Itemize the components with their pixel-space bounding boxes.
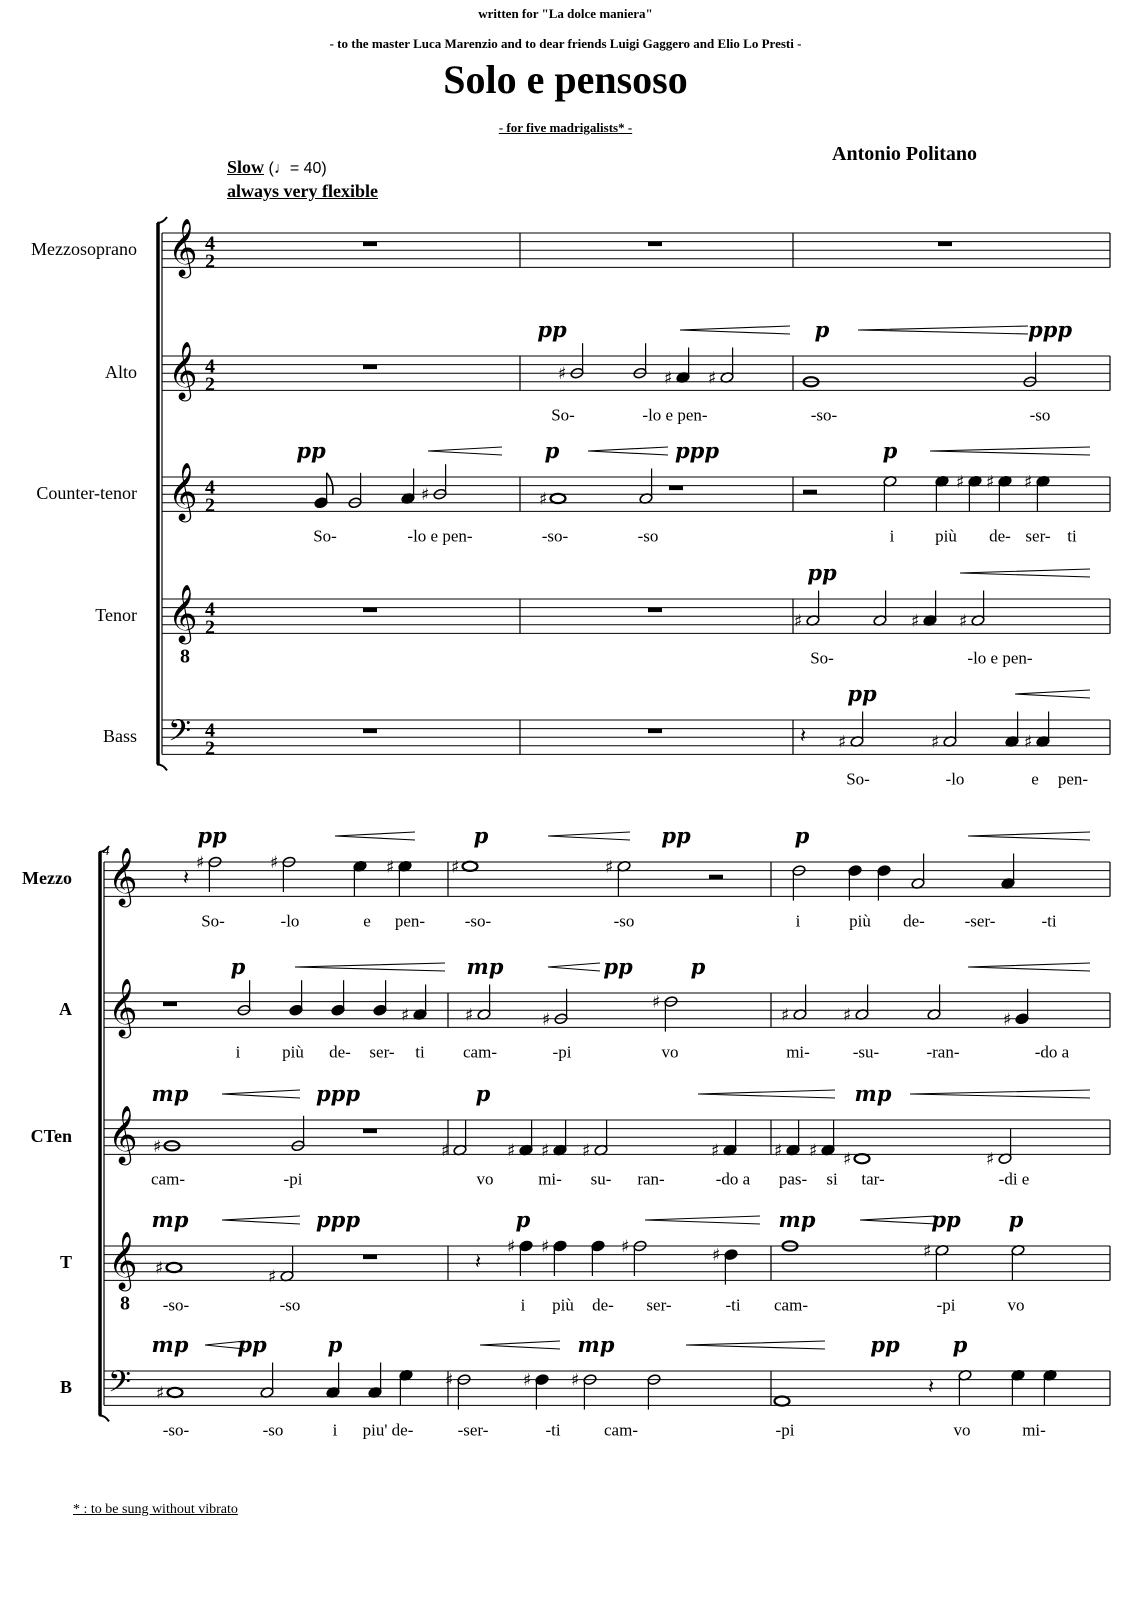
dynamic-marking: pp (870, 1332, 900, 1357)
sharp-accidental: ♯ (268, 1267, 277, 1288)
piece-title: Solo e pensoso (443, 57, 688, 102)
lyric-syllable: vo (953, 1420, 971, 1440)
sharp-accidental: ♯ (465, 1005, 474, 1026)
time-signature-top: 4 (205, 232, 215, 255)
time-signature-bottom: 2 (205, 737, 215, 760)
dynamic-marking: p (882, 438, 898, 463)
lyric-syllable: ti (415, 1042, 425, 1062)
time-signature-top: 4 (205, 719, 215, 742)
sharp-accidental: ♯ (541, 1237, 550, 1257)
whole-note (168, 1388, 183, 1397)
lyric-syllable: -lo (280, 911, 300, 931)
system-1 (31, 217, 1110, 788)
lyric-syllable: piu' de- (362, 1420, 414, 1440)
dynamic-marking: p (475, 1081, 491, 1106)
hairpin (968, 963, 1090, 971)
lyric-syllable: pen- (1057, 769, 1089, 789)
hairpin (295, 963, 445, 971)
lyric-syllable: cam- (463, 1042, 497, 1062)
part-name: Counter-tenor (36, 483, 137, 503)
dynamic-marking: mp (151, 1332, 189, 1357)
hairpin (1015, 690, 1090, 698)
octave-marker: 8 (180, 645, 190, 668)
dynamic-marking: pp (296, 438, 326, 463)
dynamic-marking: pp (603, 954, 633, 979)
whole-rest (363, 729, 377, 734)
staff-counter-tenor (36, 438, 1110, 545)
hairpin (335, 832, 415, 840)
hairpin (428, 447, 502, 455)
lyric-syllable: -do a (715, 1169, 751, 1189)
treble-clef-icon: 𝄞 (108, 1230, 138, 1289)
piece-subtitle: - for five madrigalists* - (498, 120, 633, 135)
lyric-syllable: So- (313, 526, 337, 546)
lyric-syllable: -su- (852, 1042, 880, 1062)
bass-clef-icon: 𝄢 (168, 714, 192, 756)
lyric-syllable: -ser- (457, 1420, 489, 1440)
sharp-accidental: ♯ (664, 368, 673, 389)
quarter-note (877, 865, 891, 877)
dynamic-marking: mp (854, 1081, 892, 1106)
sharp-accidental: ♯ (542, 1009, 551, 1030)
dynamic-marking: ppp (1027, 317, 1073, 342)
lyric-syllable: -pi (552, 1042, 572, 1062)
sharp-accidental: ♯ (153, 1136, 162, 1157)
sharp-accidental: ♯ (652, 992, 661, 1013)
hairpin (588, 447, 668, 455)
dynamic-marking: p (515, 1207, 531, 1232)
lyric-syllable: -pi (283, 1169, 303, 1189)
lyric-syllable: più (849, 911, 871, 931)
sharp-accidental: ♯ (1024, 472, 1033, 493)
lyric-syllable: -lo e pen- (642, 405, 708, 425)
part-name: B (59, 1377, 72, 1397)
treble-clef-icon: 𝄞 (108, 1104, 138, 1163)
dynamic-marking: mp (466, 954, 504, 979)
whole-note (551, 494, 566, 503)
whole-rest (938, 242, 952, 247)
whole-rest (363, 365, 377, 370)
footnote: * : to be sung without vibrato (73, 1502, 238, 1517)
lyric-syllable: più (552, 1295, 574, 1315)
staff-t (60, 1207, 1110, 1315)
lyric-syllable: vo (1007, 1295, 1025, 1315)
sharp-accidental: ♯ (959, 611, 968, 632)
lyric-syllable: -so (279, 1295, 301, 1315)
sharp-accidental: ♯ (931, 732, 940, 753)
bass-clef-icon: 𝄢 (108, 1365, 132, 1407)
lyric-syllable: e (363, 911, 371, 931)
dynamic-marking: pp (661, 823, 691, 848)
quarter-note (553, 1240, 567, 1252)
dynamic-marking: ppp (674, 438, 720, 463)
lyric-syllable: de- (903, 911, 925, 931)
dynamic-marking: pp (537, 317, 567, 342)
hairpin (858, 326, 1028, 334)
dynamic-marking: pp (237, 1332, 267, 1357)
lyric-syllable: pen- (394, 911, 426, 931)
dynamic-marking: ppp (315, 1081, 361, 1106)
lyric-syllable: de- (329, 1042, 351, 1062)
lyric-syllable: ser- (1025, 526, 1051, 546)
dynamic-marking: pp (931, 1207, 961, 1232)
lyric-syllable: vo (661, 1042, 679, 1062)
lyric-syllable: ser- (369, 1042, 395, 1062)
lyric-syllable: i (520, 1295, 526, 1315)
system-2 (22, 823, 1110, 1439)
lyric-syllable: i (235, 1042, 241, 1062)
staff-alto (105, 317, 1110, 424)
lyric-syllable: i (795, 911, 801, 931)
lyric-syllable: -so (1029, 405, 1051, 425)
lyric-syllable: cam- (604, 1420, 638, 1440)
whole-note (855, 1154, 870, 1163)
hairpin (645, 1216, 760, 1224)
dynamic-marking: p (230, 954, 246, 979)
quarter-note (314, 497, 328, 509)
treble-clef-icon: 𝄞 (168, 340, 198, 399)
sharp-accidental: ♯ (270, 853, 279, 873)
lyric-syllable: So- (810, 648, 834, 668)
lyric-syllable: più (282, 1042, 304, 1062)
sharp-accidental: ♯ (843, 1149, 852, 1170)
quarter-note (535, 1374, 549, 1386)
whole-rest (648, 608, 662, 613)
lyric-syllable: -so- (541, 526, 569, 546)
part-name: Alto (104, 362, 137, 382)
dynamic-marking: mp (151, 1207, 189, 1232)
lyric-syllable: -so (262, 1420, 284, 1440)
sharp-accidental: ♯ (541, 1141, 550, 1162)
staff-a (59, 954, 1110, 1061)
lyric-syllable: -lo e pen- (407, 526, 473, 546)
hairpin (548, 963, 600, 971)
sharp-accidental: ♯ (523, 1370, 532, 1391)
sharp-accidental: ♯ (986, 472, 995, 493)
lyric-syllable: pas- (778, 1169, 808, 1189)
staff-bass (103, 681, 1110, 788)
hairpin (860, 1216, 936, 1224)
sharp-accidental: ♯ (507, 1141, 516, 1162)
lyric-syllable: de- (592, 1295, 614, 1315)
octave-marker: 8 (120, 1292, 130, 1315)
hairpin (968, 832, 1090, 840)
dynamic-marking: p (814, 317, 830, 342)
quarter-rest: 𝄽 (928, 1374, 935, 1399)
dynamic-marking: p (544, 438, 560, 463)
part-name: Bass (102, 726, 137, 746)
sharp-accidental: ♯ (1024, 732, 1033, 753)
lyric-syllable: -ti (545, 1420, 561, 1440)
time-signature-top: 4 (205, 355, 215, 378)
hairpin (698, 1090, 835, 1098)
sharp-accidental: ♯ (441, 1141, 450, 1162)
lyric-syllable: si (826, 1169, 838, 1189)
sharp-accidental: ♯ (401, 1005, 410, 1026)
sharp-accidental: ♯ (156, 1383, 165, 1404)
sharp-accidental: ♯ (781, 1005, 790, 1026)
lyric-syllable: -pi (775, 1420, 795, 1440)
sharp-accidental: ♯ (386, 857, 395, 878)
dynamic-marking: mp (151, 1081, 189, 1106)
lyric-syllable: vo (476, 1169, 494, 1189)
sharp-accidental: ♯ (956, 472, 965, 493)
quarter-note (591, 1240, 605, 1252)
quarter-note (331, 1004, 345, 1016)
treble-clef-icon: 𝄞 (168, 217, 198, 276)
lyric-syllable: tar- (861, 1169, 885, 1189)
lyric-syllable: mi- (1022, 1420, 1046, 1440)
time-signature-top: 4 (205, 598, 215, 621)
part-name: Tenor (95, 605, 137, 625)
expression-marking: always very flexible (227, 181, 378, 201)
sharp-accidental: ♯ (605, 857, 614, 878)
time-signature-bottom: 2 (205, 373, 215, 396)
lyric-syllable: i (889, 526, 895, 546)
sharp-accidental: ♯ (809, 1141, 818, 1162)
lyric-syllable: ser- (646, 1295, 672, 1315)
lyric-syllable: ti (1067, 526, 1077, 546)
whole-rest (363, 608, 377, 613)
hairpin (930, 447, 1090, 455)
lyric-syllable: -so- (810, 405, 838, 425)
hairpin (960, 569, 1090, 577)
lyric-syllable: de- (989, 526, 1011, 546)
sharp-accidental: ♯ (708, 368, 717, 389)
treble-clef-icon: 𝄞 (108, 846, 138, 905)
part-name: T (59, 1252, 72, 1272)
sharp-accidental: ♯ (196, 853, 205, 873)
lyric-syllable: -ser- (964, 911, 996, 931)
sharp-accidental: ♯ (794, 611, 803, 632)
lyric-syllable: più (935, 526, 957, 546)
sharp-accidental: ♯ (1003, 1009, 1012, 1030)
hairpin (686, 1341, 825, 1349)
quarter-note (1015, 1013, 1029, 1025)
half-rest (709, 875, 723, 880)
quarter-note (373, 1004, 387, 1016)
tempo-word: Slow (227, 157, 265, 177)
sharp-accidental: ♯ (539, 489, 548, 510)
hairpin (222, 1090, 300, 1098)
lyric-syllable: -so- (162, 1295, 190, 1315)
time-signature-bottom: 2 (205, 494, 215, 517)
treble-clef-icon: 𝄞 (168, 461, 198, 520)
quarter-note (848, 865, 862, 877)
quarter-rest: 𝄽 (800, 723, 807, 748)
quarter-note (289, 1004, 303, 1016)
sharp-accidental: ♯ (558, 364, 567, 385)
sharp-accidental: ♯ (712, 1245, 721, 1266)
lyric-syllable: So- (201, 911, 225, 931)
part-name: A (59, 999, 72, 1019)
hairpin (910, 1090, 1090, 1098)
sharp-accidental: ♯ (774, 1141, 783, 1162)
hairpin (480, 1341, 560, 1349)
staff-cten (31, 1081, 1110, 1188)
staff-mezzo (22, 823, 1110, 930)
sharp-accidental: ♯ (571, 1370, 580, 1391)
dynamic-marking: mp (577, 1332, 615, 1357)
sharp-accidental: ♯ (843, 1005, 852, 1026)
lyric-syllable: -ran- (926, 1042, 960, 1062)
part-name: Mezzosoprano (31, 239, 137, 259)
whole-note (775, 1397, 790, 1406)
lyric-syllable: -do a (1034, 1042, 1070, 1062)
dynamic-marking: p (794, 823, 810, 848)
hairpin (548, 832, 630, 840)
lyric-syllable: ran- (637, 1169, 665, 1189)
lyric-syllable: -ti (725, 1295, 741, 1315)
time-signature-top: 4 (205, 476, 215, 499)
sharp-accidental: ♯ (986, 1149, 995, 1170)
dynamic-marking: p (1008, 1207, 1024, 1232)
staff-mezzosoprano (31, 218, 1110, 279)
sharp-accidental: ♯ (507, 1237, 516, 1257)
whole-rest (363, 1255, 377, 1260)
part-name: Mezzo (22, 868, 72, 888)
sharp-accidental: ♯ (582, 1141, 591, 1162)
sharp-accidental: ♯ (445, 1370, 454, 1391)
dynamic-marking: pp (197, 823, 227, 848)
whole-note (463, 862, 478, 871)
dedication-subline: - to the master Luca Marenzio and to dear friends Luigi Gaggero and Elio Lo Presti - (329, 36, 802, 51)
lyric-syllable: So- (846, 769, 870, 789)
dynamic-marking: ppp (315, 1207, 361, 1232)
whole-note (167, 1263, 182, 1272)
quarter-rest: 𝄽 (183, 865, 190, 890)
staff-tenor (95, 560, 1110, 668)
sharp-accidental: ♯ (923, 1241, 932, 1262)
lyric-syllable: -so (637, 526, 659, 546)
lyric-syllable: cam- (774, 1295, 808, 1315)
measure-number: 4 (103, 843, 110, 858)
whole-rest (363, 242, 377, 247)
lyric-syllable: -so- (464, 911, 492, 931)
lyric-syllable: -lo (945, 769, 965, 789)
dedication: written for "La dolce maniera" (478, 6, 653, 21)
lyric-syllable: e (1031, 769, 1039, 789)
composer-name: Antonio Politano (832, 143, 978, 165)
time-signature-bottom: 2 (205, 250, 215, 273)
sharp-accidental: ♯ (451, 857, 460, 878)
staff-b (60, 1332, 1110, 1439)
dynamic-marking: p (952, 1332, 968, 1357)
time-signature-bottom: 2 (205, 616, 215, 639)
sharp-accidental: ♯ (621, 1237, 630, 1257)
quarter-rest: 𝄽 (475, 1249, 482, 1274)
lyric-syllable: -so- (162, 1420, 190, 1440)
lyric-syllable: -lo e pen- (967, 648, 1033, 668)
quarter-note (724, 1249, 738, 1261)
treble-clef-icon: 𝄞 (108, 977, 138, 1036)
sharp-accidental: ♯ (911, 611, 920, 632)
hairpin (222, 1216, 300, 1224)
half-rest (803, 490, 817, 495)
dynamic-marking: mp (778, 1207, 816, 1232)
treble-clef-icon: 𝄞 (168, 583, 198, 642)
dynamic-marking: pp (847, 681, 877, 706)
note-flag (327, 473, 333, 495)
lyric-syllable: -ti (1041, 911, 1057, 931)
lyric-syllable: cam- (151, 1169, 185, 1189)
hairpin (680, 326, 790, 334)
dynamic-marking: p (690, 954, 706, 979)
lyric-syllable: mi- (786, 1042, 810, 1062)
metronome-mark: (♩= 40) (268, 160, 327, 177)
sharp-accidental: ♯ (711, 1141, 720, 1162)
dynamic-marking: pp (807, 560, 837, 585)
dynamic-marking: p (473, 823, 489, 848)
quarter-note (519, 1240, 533, 1252)
lyric-syllable: So- (551, 405, 575, 425)
lyric-syllable: mi- (538, 1169, 562, 1189)
lyric-syllable: i (332, 1420, 338, 1440)
lyric-syllable: -pi (936, 1295, 956, 1315)
lyric-syllable: -so (613, 911, 635, 931)
whole-rest (363, 1129, 377, 1134)
sharp-accidental: ♯ (838, 732, 847, 753)
sharp-accidental: ♯ (155, 1258, 164, 1279)
dynamic-marking: p (327, 1332, 343, 1357)
lyric-syllable: su- (590, 1169, 612, 1189)
sharp-accidental: ♯ (421, 485, 430, 506)
whole-rest (163, 1002, 177, 1007)
lyric-syllable: -di e (998, 1169, 1030, 1189)
whole-rest (648, 242, 662, 247)
whole-rest (669, 486, 683, 491)
part-name: CTen (30, 1126, 72, 1146)
whole-rest (648, 729, 662, 734)
